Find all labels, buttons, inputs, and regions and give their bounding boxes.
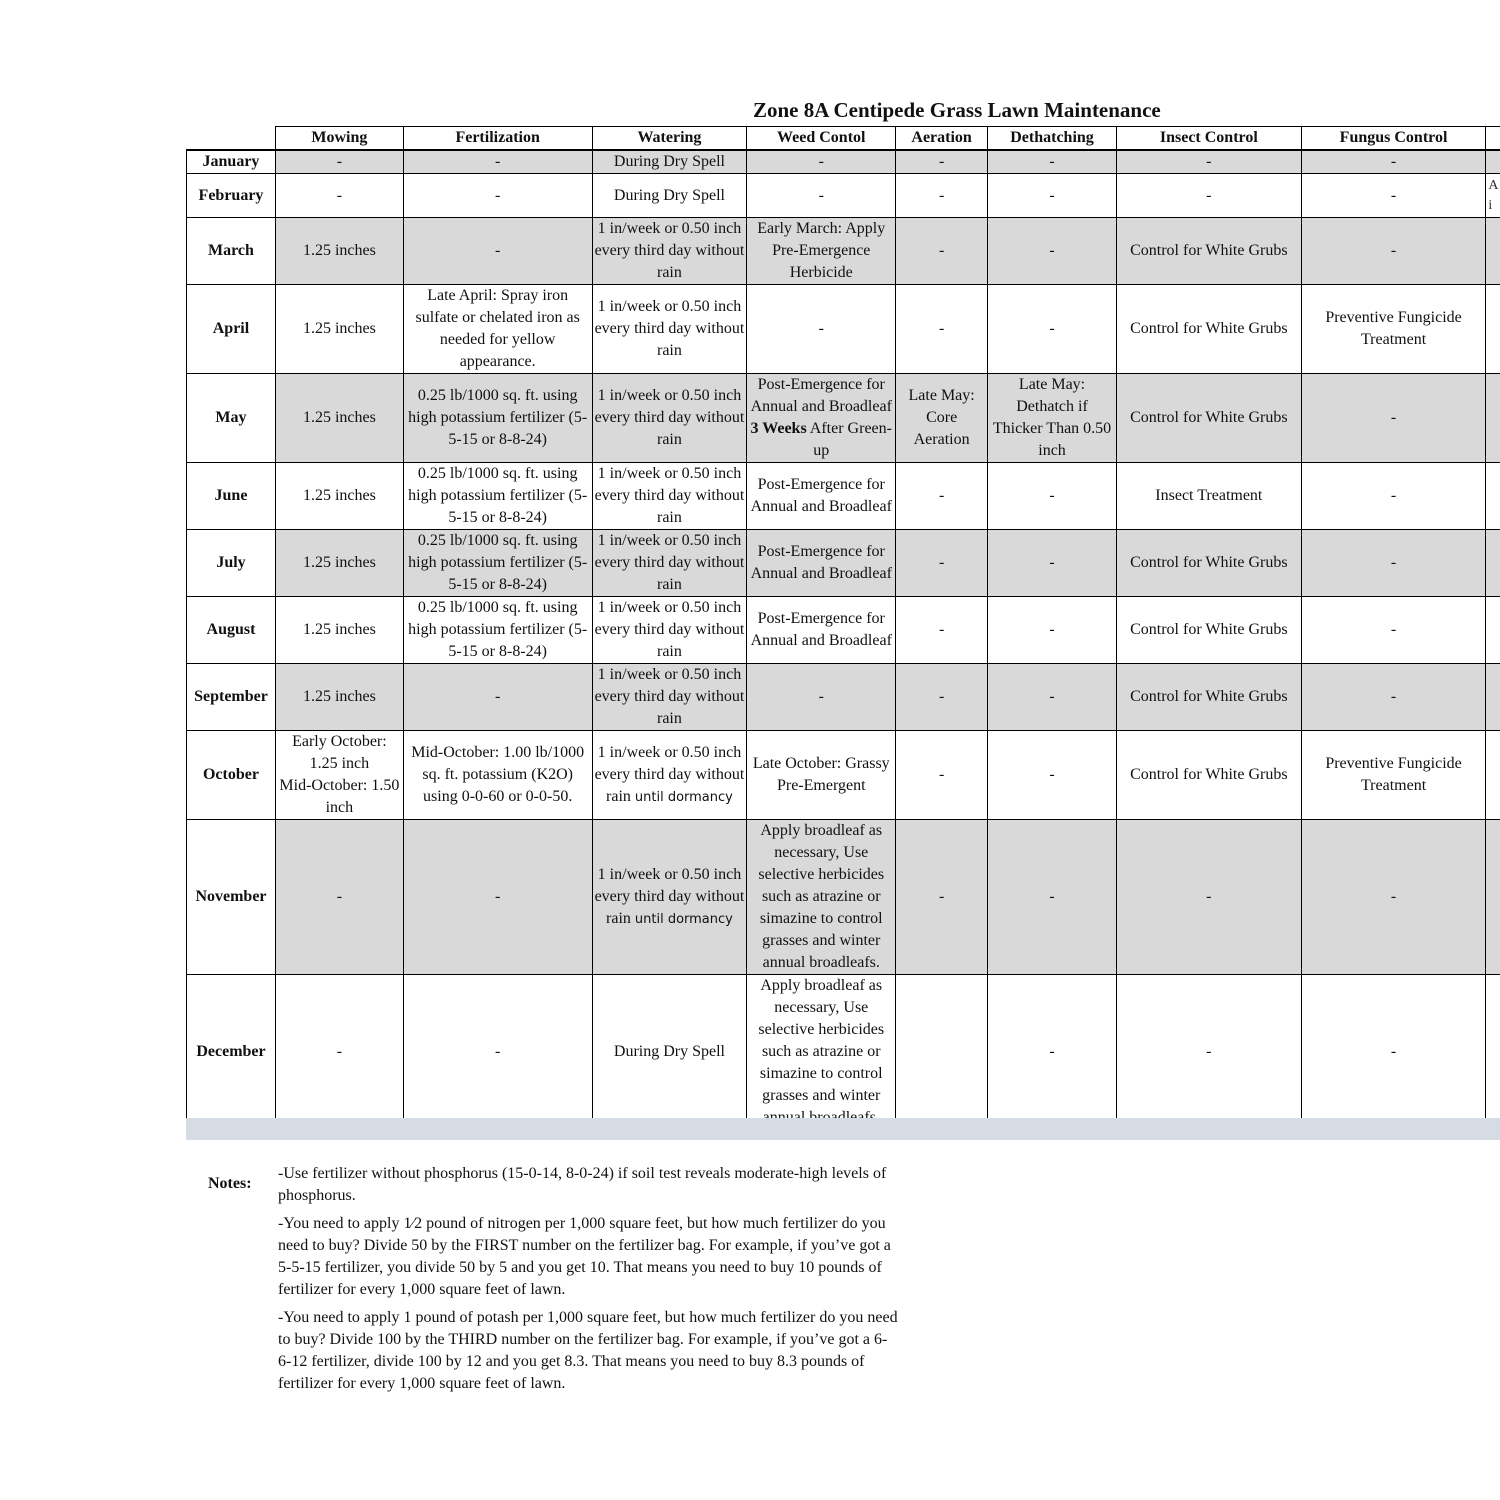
table-cell: Control for White Grubs bbox=[1116, 597, 1301, 664]
table-cell: - bbox=[403, 664, 592, 731]
table-cell: Early March: Apply Pre-Emergence Herbicide bbox=[747, 218, 896, 285]
table-cell: - bbox=[747, 174, 896, 218]
table-cell: Insect Treatment bbox=[1116, 463, 1301, 530]
table-cell: Late May: Core Aeration bbox=[896, 374, 988, 463]
table-cell: Apply broadleaf as necessary, Use selective herbicides such as atrazine or simazine to control grasses and winter annual broadleafs. bbox=[747, 820, 896, 975]
maintenance-table bbox=[186, 126, 1500, 1130]
table-cell: - bbox=[747, 285, 896, 374]
table-cell: - bbox=[1301, 975, 1486, 1130]
table-cell: 1.25 inches bbox=[275, 463, 403, 530]
month-label: June bbox=[187, 463, 276, 530]
month-label: August bbox=[187, 597, 276, 664]
table-cell: - bbox=[896, 530, 988, 597]
table-cell: 1.25 inches bbox=[275, 218, 403, 285]
table-row bbox=[187, 975, 1500, 1130]
table-cell: - bbox=[1301, 218, 1486, 285]
table-cell bbox=[896, 975, 988, 1130]
table-row bbox=[187, 174, 1500, 218]
table-row bbox=[187, 731, 1500, 820]
table-row bbox=[187, 218, 1500, 285]
table-cell: Apply broadleaf as necessary, Use selective herbicides such as atrazine or simazine to control grasses and winter bbox=[747, 975, 896, 1130]
table-cell: - bbox=[403, 150, 592, 174]
month-label: April bbox=[187, 285, 276, 374]
oct-water-dormancy: until dormancy bbox=[634, 789, 733, 805]
cutoff-cell bbox=[1486, 664, 1500, 731]
nov-water-text: 1 in/week or 0.50 inch every third day without rain bbox=[594, 865, 745, 927]
table-cell: 0.25 lb/1000 sq. ft. using high potassium fertilizer (5-5-15 or 8-8-24) bbox=[403, 374, 592, 463]
note-item: -You need to apply 1⁄2 pound of nitrogen per 1,000 square feet, but how much fertilizer do you need to buy? Divide 50 by the FIRST number on the fertilizer bag. For example, if you’ve got a 5-5-15 fertilizer, you divide 50 by 5 and you get 10. That means you need to buy 10 pounds of fertilizer for every 1,000 square feet of lawn. bbox=[278, 1215, 891, 1298]
month-label: January bbox=[187, 150, 276, 174]
oct-mow-line: Early October: 1.25 inch bbox=[292, 733, 387, 772]
table-cell: - bbox=[896, 463, 988, 530]
table-row bbox=[187, 530, 1500, 597]
column-header: Fertilization bbox=[403, 127, 592, 151]
table-cell: Control for White Grubs bbox=[1116, 374, 1301, 463]
table-cell: - bbox=[896, 285, 988, 374]
table-cell: - bbox=[275, 150, 403, 174]
corner-cell bbox=[187, 127, 276, 151]
table-cell: - bbox=[1116, 975, 1301, 1130]
table-cell: - bbox=[1301, 530, 1486, 597]
table-cell: Post-Emergence for Annual and Broadleaf bbox=[747, 530, 896, 597]
table-cell: - bbox=[1301, 174, 1486, 218]
table-cell: 1 in/week or 0.50 inch every third day without rain bbox=[592, 463, 747, 530]
table-cell bbox=[592, 731, 747, 820]
table-cell: 1 in/week or 0.50 inch every third day without rain bbox=[592, 530, 747, 597]
table-cell: - bbox=[403, 820, 592, 975]
table-cell: Control for White Grubs bbox=[1116, 731, 1301, 820]
column-header: Aeration bbox=[896, 127, 988, 151]
table-cell: Late October: Grassy Pre-Emergent bbox=[747, 731, 896, 820]
table-cell: 0.25 lb/1000 sq. ft. using high potassium fertilizer (5-5-15 or 8-8-24) bbox=[403, 597, 592, 664]
table-cell: Post-Emergence for Annual and Broadleaf bbox=[747, 597, 896, 664]
table-cell: - bbox=[403, 174, 592, 218]
table-cell: - bbox=[988, 975, 1117, 1130]
may-weed-emphasis: 3 Weeks bbox=[750, 420, 807, 437]
month-label: May bbox=[187, 374, 276, 463]
table-cell: Control for White Grubs bbox=[1116, 218, 1301, 285]
table-cell: During Dry Spell bbox=[592, 174, 747, 218]
oct-water-text: 1 in/week or 0.50 inch every third day without rain bbox=[594, 743, 745, 805]
cutoff-cell bbox=[1486, 597, 1500, 664]
table-cell: Post-Emergence for Annual and Broadleaf bbox=[747, 463, 896, 530]
table-cell: 1 in/week or 0.50 inch every third day without rain bbox=[592, 664, 747, 731]
table-cell bbox=[747, 374, 896, 463]
table-cell: 1.25 inches bbox=[275, 530, 403, 597]
table-row bbox=[187, 463, 1500, 530]
table-cell: - bbox=[1301, 597, 1486, 664]
cutoff-cell bbox=[1486, 530, 1500, 597]
table-cell: - bbox=[1301, 463, 1486, 530]
table-cell: - bbox=[988, 664, 1117, 731]
table-cell: - bbox=[896, 820, 988, 975]
table-cell: - bbox=[403, 975, 592, 1130]
table-cell: During Dry Spell bbox=[592, 150, 747, 174]
table-cell: - bbox=[988, 820, 1117, 975]
table-cell: During Dry Spell bbox=[592, 975, 747, 1130]
table-cell: 1 in/week or 0.50 inch every third day without rain bbox=[592, 285, 747, 374]
table-cell: - bbox=[1116, 820, 1301, 975]
nov-water-dormancy: until dormancy bbox=[634, 911, 733, 927]
column-header: Dethatching bbox=[988, 127, 1117, 151]
table-cell: - bbox=[896, 731, 988, 820]
table-cell: 0.25 lb/1000 sq. ft. using high potassium fertilizer (5-5-15 or 8-8-24) bbox=[403, 463, 592, 530]
cutoff-cell bbox=[1486, 820, 1500, 975]
table-cell: Preventive Fungicide Treatment bbox=[1301, 285, 1486, 374]
column-header: Mowing bbox=[275, 127, 403, 151]
cutoff-cell: A i bbox=[1486, 174, 1500, 218]
table-cell: 1.25 inches bbox=[275, 597, 403, 664]
table-cell: - bbox=[896, 664, 988, 731]
table-cell: - bbox=[403, 218, 592, 285]
table-cell bbox=[275, 731, 403, 820]
table-cell: - bbox=[275, 820, 403, 975]
cutoff-cell bbox=[1486, 285, 1500, 374]
table-cell: Mid-October: 1.00 lb/1000 sq. ft. potassium (K2O) using 0-0-60 or 0-0-50. bbox=[403, 731, 592, 820]
table-cell: - bbox=[1301, 374, 1486, 463]
table-cell: - bbox=[1301, 150, 1486, 174]
table-cell: - bbox=[988, 597, 1117, 664]
month-label: October bbox=[187, 731, 276, 820]
column-header: Watering bbox=[592, 127, 747, 151]
table-cell: - bbox=[1116, 174, 1301, 218]
oct-mow-line: Mid-October: 1.50 inch bbox=[279, 777, 400, 816]
month-label: September bbox=[187, 664, 276, 731]
table-cell: Control for White Grubs bbox=[1116, 530, 1301, 597]
column-header: Fungus Control bbox=[1301, 127, 1486, 151]
table-cell: - bbox=[988, 463, 1117, 530]
table-cell: - bbox=[1301, 664, 1486, 731]
table-cell: 1 in/week or 0.50 inch every third day without rain bbox=[592, 374, 747, 463]
may-weed-text: Post-Emergence for Annual and Broadleaf bbox=[750, 376, 892, 415]
table-row bbox=[187, 285, 1500, 374]
table-cell: - bbox=[747, 150, 896, 174]
column-header: Weed Contol bbox=[747, 127, 896, 151]
month-label: March bbox=[187, 218, 276, 285]
table-cell: 0.25 lb/1000 sq. ft. using high potassium fertilizer (5-5-15 or 8-8-24) bbox=[403, 530, 592, 597]
table-cell: Late May: Dethatch if Thicker Than 0.50 inch bbox=[988, 374, 1117, 463]
table-cell: - bbox=[988, 285, 1117, 374]
table-cell: - bbox=[896, 150, 988, 174]
table-cell: Preventive Fungicide Treatment bbox=[1301, 731, 1486, 820]
table-row bbox=[187, 597, 1500, 664]
table-row bbox=[187, 150, 1500, 174]
table-cell: - bbox=[988, 174, 1117, 218]
table-cell: 1 in/week or 0.50 inch every third day without rain bbox=[592, 597, 747, 664]
cutoff-cell bbox=[1486, 150, 1500, 174]
table-cell: - bbox=[1301, 820, 1486, 975]
note-item: -You need to apply 1 pound of potash per 1,000 square feet, but how much fertilizer do you need to buy? Divide 100 by the THIRD number on the fertilizer bag. For example, if you’ve got a 6-6-12 fertilizer, divide 100 by 12 and you get 8.3. That means you need to buy 8.3 pounds of fertilizer for every 1,000 square feet of lawn. bbox=[278, 1309, 898, 1392]
table-row bbox=[187, 820, 1500, 975]
table-cell: 1.25 inches bbox=[275, 374, 403, 463]
table-cell: Late April: Spray iron sulfate or chelated iron as needed for yellow appearance. bbox=[403, 285, 592, 374]
table-cell: Control for White Grubs bbox=[1116, 664, 1301, 731]
column-header-cutoff bbox=[1486, 127, 1500, 151]
table-cell: - bbox=[275, 174, 403, 218]
table-cell: - bbox=[988, 150, 1117, 174]
page-title: Zone 8A Centipede Grass Lawn Maintenance bbox=[753, 98, 1161, 122]
table-cell: - bbox=[275, 975, 403, 1130]
header-row bbox=[187, 127, 1500, 151]
month-label: February bbox=[187, 174, 276, 218]
month-label: July bbox=[187, 530, 276, 597]
column-header: Insect Control bbox=[1116, 127, 1301, 151]
month-label: December bbox=[187, 975, 276, 1130]
table-cell: - bbox=[1116, 150, 1301, 174]
table-cell: 1.25 inches bbox=[275, 664, 403, 731]
cutoff-cell bbox=[1486, 374, 1500, 463]
table-row bbox=[187, 374, 1500, 463]
notes-label: Notes: bbox=[208, 1175, 252, 1192]
table-cell: - bbox=[896, 597, 988, 664]
table-cell: 1 in/week or 0.50 inch every third day without rain bbox=[592, 218, 747, 285]
table-cell: 1.25 inches bbox=[275, 285, 403, 374]
table-cell: - bbox=[896, 174, 988, 218]
cutoff-cell bbox=[1486, 218, 1500, 285]
table-cell: - bbox=[896, 218, 988, 285]
note-item: -Use fertilizer without phosphorus (15-0-14, 8-0-24) if soil test reveals moderate-high levels of phosphorus. bbox=[278, 1165, 887, 1204]
table-cell: - bbox=[988, 731, 1117, 820]
table-footer-bar bbox=[186, 1118, 1500, 1140]
table-cell bbox=[592, 820, 747, 975]
cutoff-cell bbox=[1486, 731, 1500, 820]
cutoff-cell bbox=[1486, 975, 1500, 1130]
table-cell: - bbox=[988, 530, 1117, 597]
cutoff-cell bbox=[1486, 463, 1500, 530]
notes bbox=[278, 1163, 898, 1401]
table-cell: Control for White Grubs bbox=[1116, 285, 1301, 374]
may-weed-text-end: After Green-up bbox=[809, 420, 892, 459]
table-cell: - bbox=[747, 664, 896, 731]
table-cell: - bbox=[988, 218, 1117, 285]
month-label: November bbox=[187, 820, 276, 975]
table-row bbox=[187, 664, 1500, 731]
